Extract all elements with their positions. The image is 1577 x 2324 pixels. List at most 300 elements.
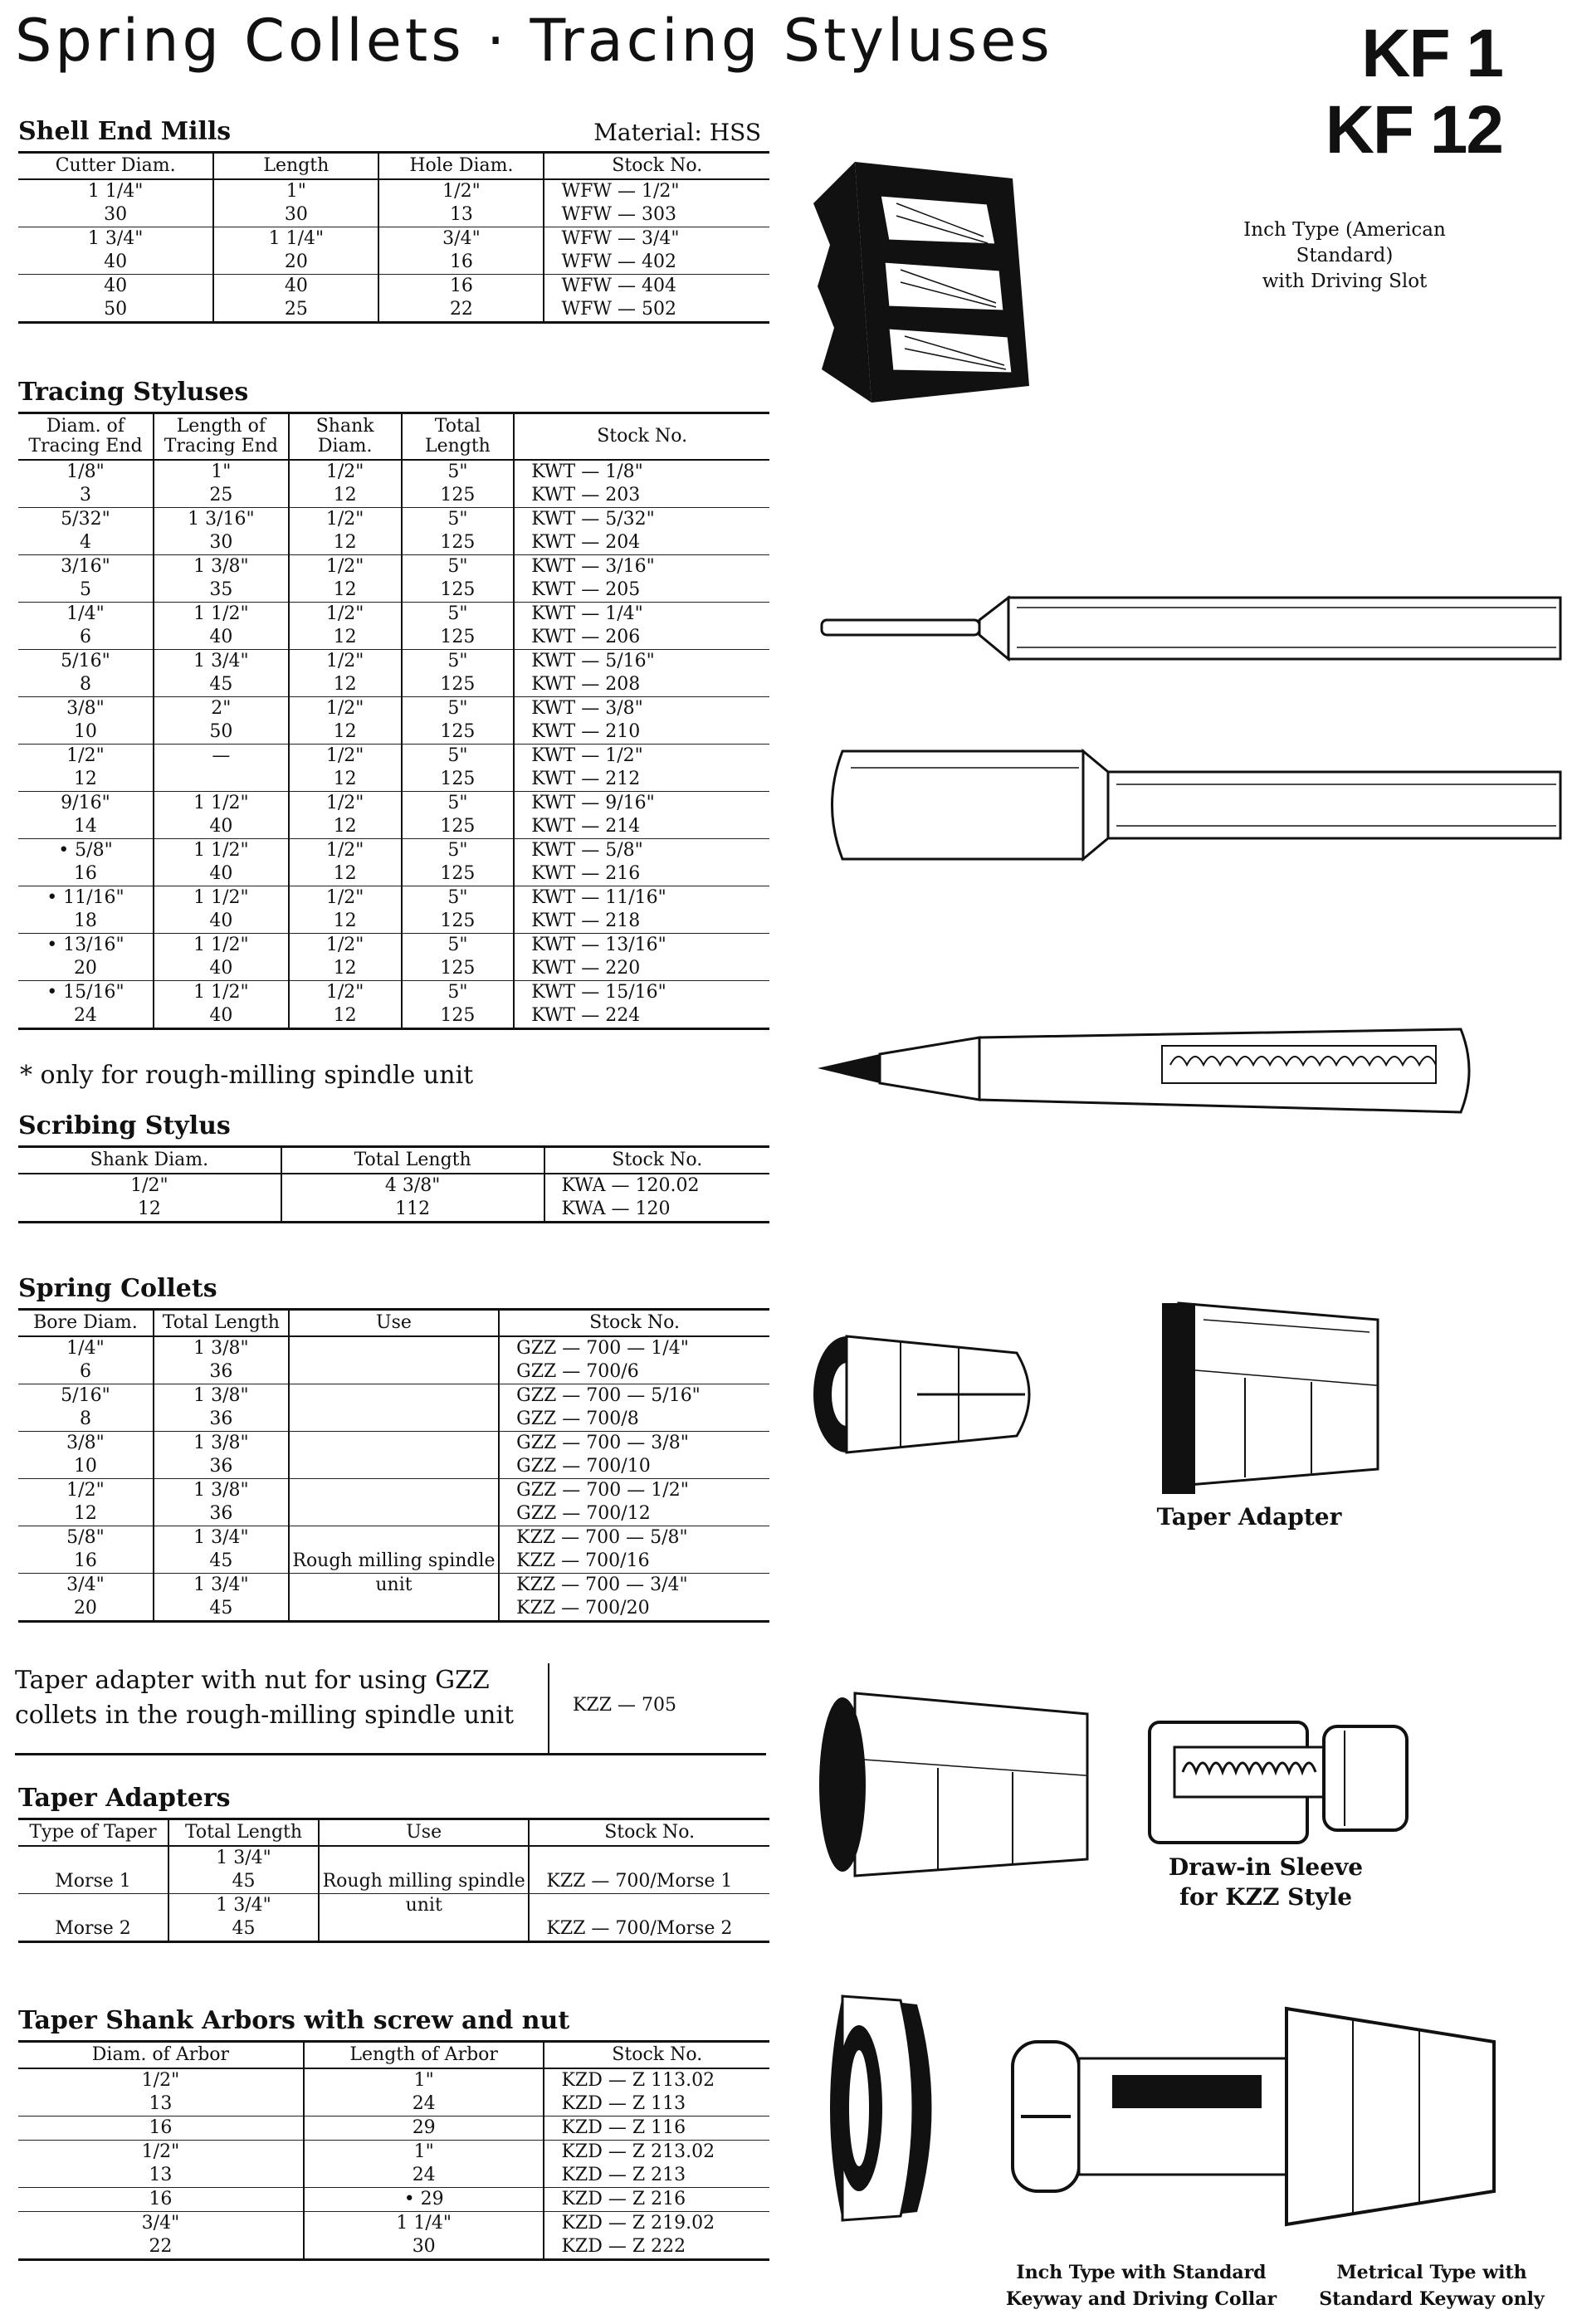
column-header: Use [319, 1819, 529, 1847]
table-row [18, 1336, 769, 1360]
arbor-nut-illustration [809, 1988, 950, 2229]
shell-end-mills-section [18, 115, 769, 324]
table-cell: 13 [18, 2164, 304, 2188]
taper-shank-arbors-section [18, 2004, 769, 2261]
table-cell: GZZ — 700/8 [499, 1408, 769, 1432]
table-cell [319, 1917, 529, 1942]
table-cell: 45 [154, 1550, 289, 1574]
table-cell: 12 [289, 579, 402, 603]
section-title: Taper Adapters [18, 1784, 231, 1813]
table-cell: 5" [402, 555, 515, 579]
taper-adapter-caption: Taper Adapter [1156, 1503, 1342, 1531]
table-row [18, 2235, 769, 2260]
tracing-stylus-thin-illustration [818, 591, 1565, 666]
table-cell: 13 [378, 203, 544, 227]
table-cell: 1 3/8" [154, 1384, 289, 1409]
table-cell: 40 [154, 862, 289, 886]
table-cell: 5" [402, 460, 515, 484]
table-cell: 1 3/4" [87, 228, 144, 249]
table-cell: 45 [154, 673, 289, 697]
table-cell: KWT — 5/8" [514, 839, 769, 863]
taper-adapter-with-nut-illustration [813, 1685, 1112, 1884]
inch-note-line2: with Driving Slot [1262, 271, 1428, 292]
page-title: Spring Collets · Tracing Styluses [15, 7, 1053, 75]
catalog-code-kf12: KF 12 [1325, 92, 1502, 168]
table-cell: 30 [213, 203, 378, 227]
table-body [18, 179, 769, 323]
table-cell: 1" [154, 460, 289, 484]
table-cell: 40 [154, 815, 289, 839]
caption-line: for KZZ Style [1179, 1883, 1353, 1911]
table-cell: 1" [304, 2141, 544, 2165]
column-header: Stock No. [544, 2042, 769, 2069]
table-row [18, 1574, 769, 1598]
table-cell: 5" [402, 934, 515, 958]
column-header: Diam. of Arbor [18, 2042, 304, 2069]
table-cell: 8 [18, 1408, 154, 1432]
table-cell: 125 [402, 815, 515, 839]
table-cell: 25 [154, 484, 289, 508]
table-cell [289, 1455, 499, 1479]
table-cell: 12 [289, 910, 402, 934]
table-cell: • 29 [304, 2188, 544, 2212]
table-row [18, 227, 769, 251]
table-row [18, 768, 769, 792]
table-cell: 1" [304, 2068, 544, 2092]
table-cell: 1" [213, 179, 378, 203]
table-cell: unit [319, 1894, 529, 1918]
divider [15, 1753, 766, 1755]
table-row [18, 275, 769, 299]
column-header: Bore Diam. [18, 1310, 154, 1337]
header-row [18, 2042, 769, 2069]
table-cell: KWT — 5/16" [514, 650, 769, 674]
table-cell: 50 [154, 720, 289, 745]
table-cell: KZZ — 700 — 3/4" [499, 1574, 769, 1598]
table-cell: 12 [289, 673, 402, 697]
table-row [18, 1894, 769, 1918]
table-cell: 13 [18, 2092, 304, 2116]
table-cell: KZD — Z 113.02 [544, 2068, 769, 2092]
table-cell: 25 [213, 298, 378, 323]
table-cell: KWT — 15/16" [514, 981, 769, 1005]
spring-collets-section [18, 1272, 769, 1623]
table-cell: 5" [402, 745, 515, 769]
table-cell: 125 [402, 531, 515, 555]
table-cell: 125 [402, 484, 515, 508]
table-row [18, 1360, 769, 1384]
table-cell: KWT — 224 [514, 1004, 769, 1029]
column-header: Diam. of Tracing End [18, 413, 154, 461]
table-cell: 12 [18, 768, 154, 792]
table-row [18, 298, 769, 323]
column-header: Use [289, 1310, 499, 1337]
table-cell: 1 1/2" [154, 934, 289, 958]
spring-collets-table [18, 1308, 769, 1623]
table-cell: KWT — 204 [514, 531, 769, 555]
column-header: Stock No. [544, 1147, 770, 1174]
table-cell: 30 [154, 531, 289, 555]
table-cell: 125 [402, 957, 515, 981]
table-row [18, 815, 769, 839]
table-cell: 1/2" [289, 460, 402, 484]
table-cell: 12 [289, 1004, 402, 1029]
table-row [18, 910, 769, 934]
table-cell: 5" [402, 697, 515, 721]
table-cell: KZD — Z 116 [544, 2116, 769, 2141]
table-cell [289, 1432, 499, 1456]
table-cell: 1 3/4" [168, 1894, 319, 1918]
table-cell: Morse 2 [18, 1917, 168, 1942]
table-cell: KWA — 120 [544, 1198, 770, 1223]
table-cell: WFW — 502 [544, 298, 769, 323]
table-row [18, 1408, 769, 1432]
table-row [18, 1174, 769, 1198]
table-cell: KZZ — 700/20 [499, 1597, 769, 1622]
table-cell [529, 1894, 769, 1918]
table-cell: 40 [213, 275, 378, 299]
table-cell: GZZ — 700/10 [499, 1455, 769, 1479]
table-cell: 1/2" [378, 179, 544, 203]
table-cell: 2" [154, 697, 289, 721]
table-cell: 1/2" [289, 745, 402, 769]
catalog-code-kf1: KF 1 [1361, 16, 1502, 91]
table-cell: 20 [18, 957, 154, 981]
tracing-styluses-section [18, 375, 769, 1030]
table-cell: 12 [289, 768, 402, 792]
table-cell: KWT — 216 [514, 862, 769, 886]
table-cell [289, 1597, 499, 1622]
table-cell [18, 1846, 168, 1870]
table-cell: KZD — Z 213 [544, 2164, 769, 2188]
table-cell: 1/2" [141, 2141, 180, 2162]
table-row [18, 862, 769, 886]
taper-adapter-illustration [1154, 1286, 1403, 1511]
table-cell: 1/2" [130, 1175, 168, 1196]
material-label: Material: HSS [593, 119, 761, 146]
table-cell: 1/2" [289, 697, 402, 721]
table-cell: 5" [402, 981, 515, 1005]
table-cell: WFW — 404 [544, 275, 769, 299]
table-cell: KZD — Z 219.02 [544, 2212, 769, 2236]
table-cell: 12 [289, 531, 402, 555]
table-cell: 1/2" [289, 981, 402, 1005]
table-row [18, 251, 769, 275]
table-cell: GZZ — 700 — 3/8" [499, 1432, 769, 1456]
table-body [18, 460, 769, 1029]
table-cell: KZD — Z 216 [544, 2188, 769, 2212]
table-row [18, 839, 769, 863]
table-cell: GZZ — 700/12 [499, 1502, 769, 1526]
table-cell: 1/2" [289, 603, 402, 627]
table-cell: WFW — 303 [544, 203, 769, 227]
table-cell: 14 [18, 815, 154, 839]
caption-line: Draw-in Sleeve [1168, 1853, 1364, 1881]
column-header: Shank Diam. [289, 413, 402, 461]
table-cell [289, 1526, 499, 1550]
table-cell: 1 1/2" [154, 792, 289, 816]
table-cell: 1/2" [289, 792, 402, 816]
header-row [18, 1310, 769, 1337]
table-row [18, 650, 769, 674]
table-cell: 29 [304, 2116, 544, 2141]
table-cell: GZZ — 700 — 5/16" [499, 1384, 769, 1409]
table-cell: 16 [378, 251, 544, 275]
column-header: Length [213, 153, 378, 180]
section-title: Spring Collets [18, 1274, 217, 1303]
table-row [18, 2141, 769, 2165]
table-cell: 5" [402, 603, 515, 627]
table-cell: 3/4" [141, 2213, 180, 2234]
column-header: Cutter Diam. [18, 153, 213, 180]
table-row [18, 484, 769, 508]
table-cell: 1/2" [289, 886, 402, 911]
table-cell: 5/8" [66, 1527, 105, 1548]
table-cell: KZD — Z 213.02 [544, 2141, 769, 2165]
table-cell: 112 [281, 1198, 544, 1223]
table-cell: 16 [18, 2188, 304, 2212]
divider [548, 1663, 549, 1753]
table-cell: 36 [154, 1360, 289, 1384]
table-cell: 12 [289, 720, 402, 745]
column-header: Stock No. [529, 1819, 769, 1847]
table-cell: 5" [402, 792, 515, 816]
table-cell: 30 [304, 2235, 544, 2260]
table-cell: 24 [304, 2164, 544, 2188]
table-cell: KZZ — 700/16 [499, 1550, 769, 1574]
table-cell: GZZ — 700 — 1/4" [499, 1336, 769, 1360]
table-cell: Rough milling spindle [319, 1870, 529, 1894]
table-cell: 1/2" [66, 745, 105, 766]
table-cell [289, 1336, 499, 1360]
table-cell: 125 [402, 673, 515, 697]
table-row [18, 1432, 769, 1456]
metric-type-caption [1307, 2259, 1556, 2312]
section-title: Scribing Stylus [18, 1111, 231, 1140]
table-cell [529, 1846, 769, 1870]
table-row [18, 1198, 769, 1223]
table-cell: KZD — Z 222 [544, 2235, 769, 2260]
scribing-stylus-section [18, 1109, 769, 1223]
draw-in-sleeve-illustration [1141, 1710, 1415, 1851]
header-row [18, 1819, 769, 1847]
table-cell: 45 [154, 1597, 289, 1622]
table-cell: 12 [289, 957, 402, 981]
column-header: Shank Diam. [18, 1147, 281, 1174]
section-title: Shell End Mills [18, 117, 232, 146]
tracing-stylus-wide-illustration [818, 747, 1565, 863]
table-cell: 36 [154, 1502, 289, 1526]
table-cell: 16 [18, 1550, 154, 1574]
table-cell: KZD — Z 113 [544, 2092, 769, 2116]
table-cell: 16 [18, 862, 154, 886]
table-cell: unit [289, 1574, 499, 1598]
inch-type-note [1195, 217, 1494, 295]
table-cell: 1/2" [289, 650, 402, 674]
table-cell: 125 [402, 720, 515, 745]
table-row [18, 957, 769, 981]
table-cell: 1 1/2" [154, 603, 289, 627]
table-row [18, 720, 769, 745]
table-cell: KWT — 11/16" [514, 886, 769, 911]
table-cell: KWT — 13/16" [514, 934, 769, 958]
table-cell: 16 [378, 275, 544, 299]
column-header: Total Length [168, 1819, 319, 1847]
inch-note-line1: Inch Type (American Standard) [1243, 219, 1446, 266]
table-cell: 9/16" [61, 793, 110, 813]
table-cell: 3 [18, 484, 154, 508]
table-row [18, 179, 769, 203]
table-cell: GZZ — 700 — 1/2" [499, 1479, 769, 1503]
table-cell: 35 [154, 579, 289, 603]
table-row [18, 981, 769, 1005]
table-cell: KWT — 1/8" [514, 460, 769, 484]
table-cell: 6 [18, 1360, 154, 1384]
caption-line: Inch Type with Standard [1016, 2262, 1267, 2283]
table-row [18, 555, 769, 579]
table-cell: 40 [154, 910, 289, 934]
taper-adapters-table [18, 1818, 769, 1943]
scribing-stylus-illustration [813, 1025, 1477, 1116]
table-cell: 5/16" [61, 651, 110, 671]
column-header: Stock No. [499, 1310, 769, 1337]
table-cell: 36 [154, 1408, 289, 1432]
table-cell: 10 [18, 1455, 154, 1479]
table-cell: • 11/16" [46, 887, 124, 908]
table-cell: 6 [18, 626, 154, 650]
table-cell: 4 3/8" [281, 1174, 544, 1198]
table-cell: WFW — 402 [544, 251, 769, 275]
table-cell: WFW — 3/4" [544, 227, 769, 251]
column-header: Total Length [154, 1310, 289, 1337]
table-cell: 1/2" [289, 839, 402, 863]
table-cell: 1 1/2" [154, 886, 289, 911]
table-cell: 36 [154, 1455, 289, 1479]
table-cell: 1 3/8" [154, 1432, 289, 1456]
table-cell: 1 1/4" [304, 2212, 544, 2236]
table-cell: 3/8" [66, 1433, 105, 1453]
table-row [18, 2188, 769, 2212]
table-cell: 8 [18, 673, 154, 697]
table-cell: 3/16" [61, 556, 110, 577]
table-cell: 45 [168, 1870, 319, 1894]
column-header: Stock No. [544, 153, 769, 180]
table-cell: • 15/16" [46, 982, 124, 1003]
table-row [18, 934, 769, 958]
table-row [18, 1384, 769, 1409]
table-cell: 12 [18, 1198, 281, 1223]
table-cell: 40 [154, 626, 289, 650]
table-cell: 30 [18, 203, 213, 227]
table-cell: KWT — 1/2" [514, 745, 769, 769]
table-cell: KZZ — 700/Morse 2 [529, 1917, 769, 1942]
header-row [18, 1147, 769, 1174]
table-row [18, 2068, 769, 2092]
table-row [18, 745, 769, 769]
table-cell: 3/4" [66, 1575, 105, 1595]
table-row [18, 508, 769, 532]
table-cell: KWA — 120.02 [544, 1174, 770, 1198]
table-cell: 5/32" [61, 509, 110, 530]
table-cell: • 13/16" [46, 935, 124, 955]
table-cell: 125 [402, 626, 515, 650]
table-body [18, 1336, 769, 1622]
table-cell: 40 [104, 276, 128, 296]
table-row [18, 1479, 769, 1503]
table-cell: KWT — 206 [514, 626, 769, 650]
table-cell: 24 [18, 1004, 154, 1029]
table-cell: 5" [402, 508, 515, 532]
scribing-stylus-table [18, 1145, 769, 1223]
adapter-note: Taper adapter with nut for using GZZ collets in the rough-milling spindle unit [15, 1666, 515, 1730]
table-cell: 1/2" [141, 2070, 180, 2091]
table-cell: 1/4" [66, 603, 105, 624]
table-cell: 50 [18, 298, 213, 323]
table-cell: KWT — 3/8" [514, 697, 769, 721]
table-cell: 3/8" [66, 698, 105, 719]
table-row [18, 2092, 769, 2116]
table-row [18, 886, 769, 911]
table-cell: KWT — 220 [514, 957, 769, 981]
table-cell: 20 [18, 1597, 154, 1622]
table-cell: KWT — 208 [514, 673, 769, 697]
column-header: Total Length [402, 413, 515, 461]
caption-line: Metrical Type with [1336, 2262, 1527, 2283]
table-cell: 1 3/8" [154, 1479, 289, 1503]
table-body [18, 1846, 769, 1942]
column-header: Hole Diam. [378, 153, 544, 180]
table-row [18, 1917, 769, 1942]
table-cell: 1 1/2" [154, 981, 289, 1005]
table-cell: 12 [289, 862, 402, 886]
header-row [18, 153, 769, 180]
table-cell: KWT — 5/32" [514, 508, 769, 532]
column-header: Type of Taper [18, 1819, 168, 1847]
table-cell: 125 [402, 862, 515, 886]
table-row [18, 697, 769, 721]
table-cell [154, 768, 289, 792]
header-row [18, 413, 769, 461]
column-header: Stock No. [514, 413, 769, 461]
table-cell: 1 3/4" [168, 1846, 319, 1870]
table-row [18, 2116, 769, 2141]
table-cell: WFW — 1/2" [544, 179, 769, 203]
table-cell: KZZ — 700 — 5/8" [499, 1526, 769, 1550]
table-cell [319, 1846, 529, 1870]
table-cell: KZZ — 700/Morse 1 [529, 1870, 769, 1894]
table-cell: 1 3/4" [154, 1574, 289, 1598]
table-cell: 1/8" [66, 461, 105, 482]
table-cell: 12 [18, 1502, 154, 1526]
table-row [18, 1526, 769, 1550]
table-cell: Morse 1 [18, 1870, 168, 1894]
taper-shank-arbor-illustration [1004, 1992, 1519, 2241]
shell-end-mills-table [18, 151, 769, 324]
table-cell: 5" [402, 650, 515, 674]
table-cell: 4 [18, 531, 154, 555]
table-cell: 1/4" [66, 1338, 105, 1359]
table-row [18, 1455, 769, 1479]
table-cell: 18 [18, 910, 154, 934]
table-cell: 24 [304, 2092, 544, 2116]
table-cell: 1 3/16" [154, 508, 289, 532]
table-cell: 12 [289, 484, 402, 508]
table-cell: 40 [154, 1004, 289, 1029]
tracing-styluses-table [18, 412, 769, 1030]
table-row [18, 1597, 769, 1622]
table-cell: 16 [18, 2116, 304, 2141]
table-cell [18, 1894, 168, 1918]
